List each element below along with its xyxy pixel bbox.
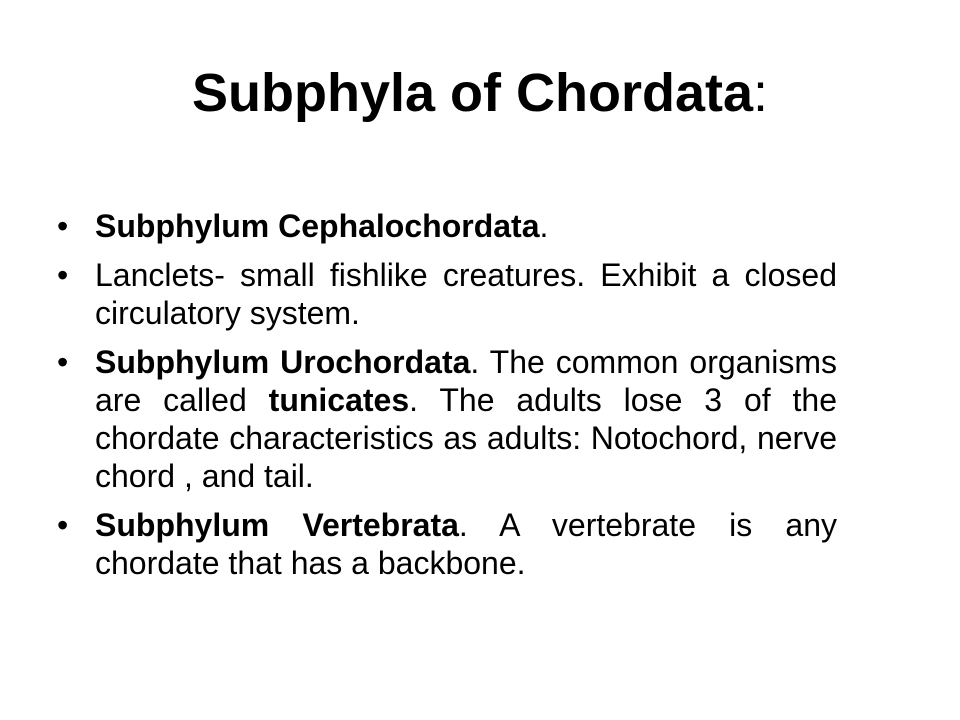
bullet-text: . A vertebrate is any chordate that has a backbone. <box>95 507 838 581</box>
bullet-text: . The common organisms are called <box>95 344 838 418</box>
bullet-item-urochordata <box>57 343 837 495</box>
bullet-marker: • <box>57 208 69 244</box>
bullet-bold-text: Subphylum Vertebrata <box>95 507 459 543</box>
bullet-text-continued: . The adults lose 3 of the chordate characteristics as adults: Notochord, nerve chord , and tail. <box>95 382 838 494</box>
bullet-text: Lanclets- small fishlike creatures. Exhibit a closed circulatory system. <box>95 257 837 331</box>
bullet-marker: • <box>57 507 69 543</box>
bullet-bold-text: Subphylum Cephalochordata <box>95 208 540 244</box>
bullet-text: . <box>539 208 549 244</box>
bullet-bold-text: Subphylum Urochordata <box>95 344 471 380</box>
bullet-list <box>57 207 837 593</box>
slide-title-text: Subphyla of Chordata <box>191 63 753 123</box>
slide-title <box>0 58 960 128</box>
bullet-marker: • <box>57 257 69 293</box>
slide-title-colon: : <box>753 63 769 123</box>
bullet-item-cephalochordata <box>57 207 837 245</box>
bullet-marker: • <box>57 344 69 380</box>
bullet-item-vertebrata <box>57 506 837 582</box>
bullet-item-lanclets <box>57 256 837 332</box>
bullet-bold-term: tunicates <box>268 382 410 418</box>
